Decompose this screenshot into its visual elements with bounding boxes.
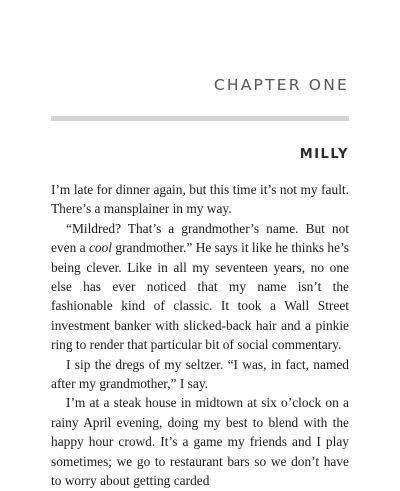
paragraph-2-start: “Mildred? That’s a grandmother’s name. But not even a bbox=[51, 220, 349, 256]
chapter-body bbox=[51, 180, 349, 491]
pov-character-name: MILLY bbox=[299, 147, 349, 162]
emphasis-word: cool bbox=[88, 240, 113, 256]
paragraph-4: I’m at a steak house in midtown at six o’clock on a rainy April evening, doing my best to blend with the happy hour crowd. It’s a game my friends and I play sometimes; we go to restaurant bars so we don’t have to worry about getting carded bbox=[51, 395, 349, 489]
paragraph-3: I sip the dregs of my seltzer. “I was, in fact, named after my grandmother,” I say. bbox=[51, 356, 349, 392]
paragraph-1: I’m late for dinner again, but this time it’s not my fault. There’s a mansplainer in my way. bbox=[51, 182, 349, 217]
chapter-divider bbox=[51, 116, 349, 121]
paragraph-2 bbox=[51, 219, 349, 355]
paragraph-2-end: grandmother.” He says it like he thinks he’s being clever. Like in all my seventeen years, no one else has ever noticed that my name isn’t the fashionable kind of classic. It took a Wall Street investment banker with slicked-back hair and a pinkie ring to render that particular bit of social commentary. bbox=[51, 240, 349, 353]
chapter-heading: CHAPTER ONE bbox=[213, 76, 349, 94]
